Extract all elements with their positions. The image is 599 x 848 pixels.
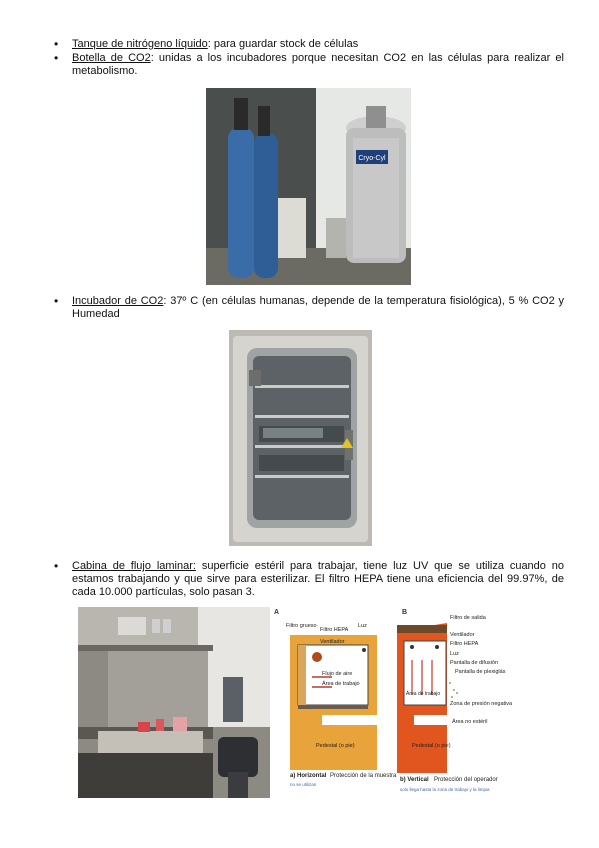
caption-vertical: b) Vertical [400,777,429,783]
photo-cylinders-and-nitrogen-tank [206,88,411,285]
label-filtro-de-salida: Filtro de salida [450,615,486,621]
caption-horizontal: a) Horizontal [290,773,327,779]
bullet-icon: • [54,51,59,65]
label-area-de-trabajo: Área de trabajo [322,681,360,687]
label-pedestal-b: Pedestal (o pie) [412,743,451,749]
label-pedestal: Pedestal (o pie) [316,743,355,749]
caption-operator-protection: Protección del operador [434,777,498,783]
footnote-a: no se utilizan [290,782,317,787]
list-item-term: Botella de CO2 [72,52,151,64]
list-item-description: : para guardar stock de células [207,38,359,50]
list-item [54,560,564,599]
diagram-laminar-flow-types [272,605,522,800]
list-item [54,295,564,321]
list-item-description: : unidas a los incubadores porque necesitan CO2 en las células para realizar el metabolismo. [72,52,564,77]
list-item [54,52,564,78]
caption-sample-protection: Protección de la muestra [330,773,397,779]
list-item-text [72,560,564,599]
footnote-b: solo llega hasta la zona de trabajo y la limpia [400,787,490,792]
list-item-text [72,52,564,78]
list-item-description: : 37º C (en células humanas, depende de la temperatura fisiológica), 5 % CO2 y Humedad [72,295,565,320]
label-pantalla-plexiglas: Pantalla de plexiglás [455,669,506,675]
cylinder-label: Cryo-Cyl [358,155,386,162]
list-item-description: superficie estéril para trabajar, tiene luz UV que se utiliza cuando no estamos trabajando y que sirve para esterilizar. El filtro HEPA tiene una eficiencia del 99.97%, de cada 10.000 partículas, solo pasan 3. [72,560,564,598]
label-ventilador: Ventilador [320,639,345,645]
bullet-icon: • [54,294,59,308]
label-luz: Luz [358,623,367,629]
label-flujo-de-aire: Flujo de aire [322,671,353,677]
list-item-term: Tanque de nitrógeno líquido [72,38,208,50]
list-item [54,38,564,51]
label-area-no-esteril: Área no estéril [452,719,488,725]
list-item-text [72,295,564,321]
list-item-term: Cabina de flujo laminar: [72,560,196,572]
label-zona-presion-negativa: Zona de presión negativa [450,701,513,707]
panel-a-letter: A [274,609,280,616]
label-luz-b: Luz [450,651,459,657]
list-item-term: Incubador de CO2 [72,295,164,307]
photo-laminar-flow-cabinet [78,607,270,798]
bullet-icon: • [54,37,59,51]
photo-co2-incubator [229,330,372,546]
label-pantalla-difusion: Pantalla de difusión [450,660,499,666]
label-area-de-trabajo-b: Área de trabajo [406,691,441,697]
list-item-text [72,38,564,51]
label-filtro-hepa-b: Filtro HEPA [450,641,479,647]
panel-b-letter: B [402,609,408,616]
label-filtro-grueso: Filtro grueso [286,623,317,629]
bullet-icon: • [54,559,59,573]
label-ventilador-b: Ventilador [450,632,475,638]
label-filtro-hepa: Filtro HEPA [320,627,349,633]
